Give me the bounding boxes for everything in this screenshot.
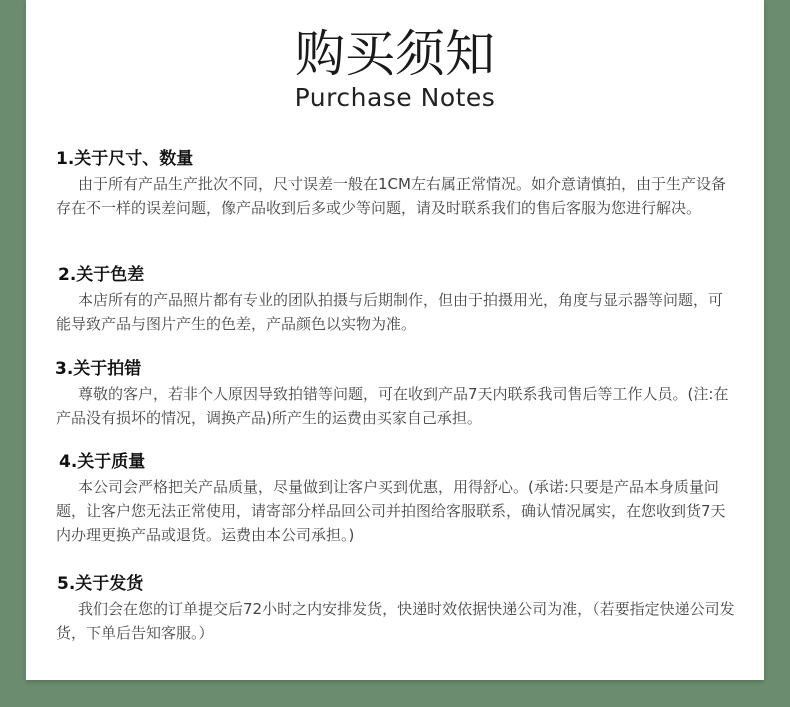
- page-subtitle: Purchase Notes: [294, 83, 496, 112]
- section-heading: 4.关于质量: [59, 452, 146, 472]
- section-quality: [56, 451, 736, 547]
- section-heading: 1.关于尺寸、数量: [56, 149, 194, 169]
- section-text: 本店所有的产品照片都有专业的团队拍摄与后期制作，但由于拍摄用光，角度与显示器等问题，可能导致产品与图片产生的色差，产品颜色以实物为准。: [56, 291, 724, 333]
- section-text: 尊敬的客户，若非个人原因导致拍错等问题，可在收到产品7天内联系我司售后等工作人员。(注:在产品没有损坏的情况，调换产品)所产生的运费由买家自己承担。: [56, 385, 729, 427]
- section-text: 本公司会严格把关产品质量，尽量做到让客户买到优惠，用得舒心。(承诺:只要是产品本身质量问题，让客户您无法正常使用，请寄部分样品回公司并拍图给客服联系，确认情况属实，在您收到货7天内办理更换产品或退货。运费由本公司承担。): [56, 478, 726, 544]
- section-heading: 5.关于发货: [57, 574, 144, 594]
- section-heading: 3.关于拍错: [55, 359, 142, 379]
- section-heading: 2.关于色差: [58, 265, 145, 285]
- page-title: 购买须知: [295, 25, 495, 83]
- notes-card: [26, 0, 764, 680]
- section-color-difference: [56, 264, 736, 336]
- section-shipping: [56, 573, 736, 645]
- section-wrong-order: [56, 358, 736, 430]
- section-size-quantity: [56, 148, 736, 220]
- section-text: 我们会在您的订单提交后72小时之内安排发货，快递时效依据快递公司为准，（若要指定快递公司发货，下单后告知客服。）: [56, 600, 735, 642]
- section-text: 由于所有产品生产批次不同，尺寸误差一般在1CM左右属正常情况。如介意请慎拍，由于生产设备存在不一样的误差问题，像产品收到后多或少等问题，请及时联系我们的售后客服为您进行解决。: [56, 175, 726, 217]
